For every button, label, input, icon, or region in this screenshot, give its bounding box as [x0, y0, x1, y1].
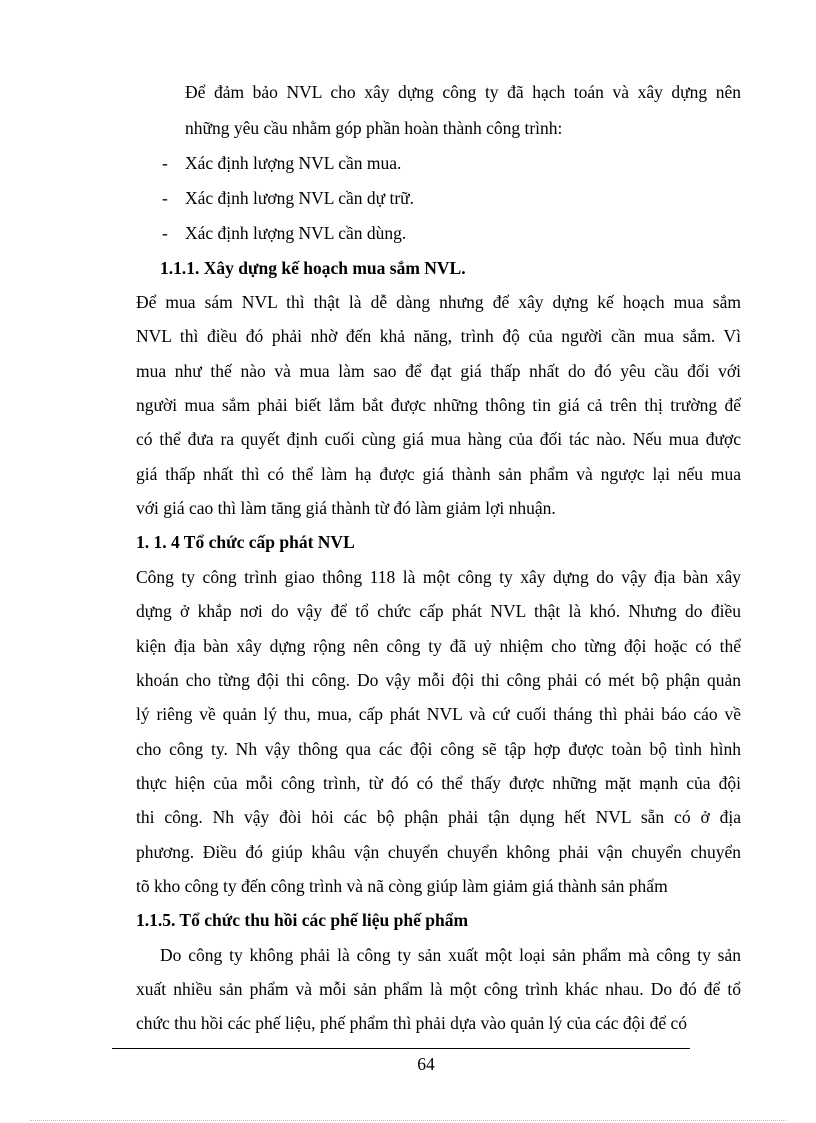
purchase-plan-line: người mua sắm phải biết lắm bắt được những thông tin giá cả trên thị trường để — [136, 395, 741, 415]
distribution-line: tõ kho công ty đến công trình và nã còng giúp làm giảm giá thành sản phẩm — [136, 876, 668, 896]
distribution-line: cho công ty. Nh vậy thông qua các đội công sẽ tập hợp được toàn bộ tình hình — [136, 739, 741, 759]
purchase-plan-line: với giá cao thì làm tăng giá thành từ đó làm giảm lợi nhuận. — [136, 498, 556, 518]
bullet-dash-2: - — [162, 188, 168, 208]
footer-rule — [112, 1048, 690, 1049]
purchase-plan-line: NVL thì điều đó phải nhờ đến khả năng, trình độ của người cần mua sắm. Vì — [136, 326, 741, 346]
section-heading-scrap-recovery: 1.1.5. Tổ chức thu hồi các phế liệu phế phẩm — [136, 910, 469, 930]
scrap-recovery-line: Do công ty không phải là công ty sản xuất một loại sản phẩm mà công ty sản — [160, 945, 741, 965]
intro-line-1: Để đảm bảo NVL cho xây dựng công ty đã hạch toán và xây dựng nên — [185, 82, 741, 102]
section-heading-distribution: 1. 1. 4 Tổ chức cấp phát NVL — [136, 532, 355, 552]
distribution-line: thi công. Nh vậy đòi hỏi các bộ phận phải tận dụng hết NVL sẵn có ở địa — [136, 807, 741, 827]
distribution-line: kiện địa bàn xây dựng rộng nên công ty đã uỷ nhiệm cho từng đội hoặc có thể — [136, 636, 741, 656]
distribution-line: thực hiện của mỗi công trình, từ đó có thể thấy được những mặt mạnh của đội — [136, 773, 741, 793]
page-number: 64 — [417, 1054, 435, 1074]
page-bottom-edge — [30, 1120, 786, 1121]
purchase-plan-line: có thể đưa ra quyết định cuối cùng giá mua hàng của đối tác nào. Nếu mua được — [136, 429, 741, 449]
distribution-line: dựng ở khắp nơi do vậy để tổ chức cấp phát NVL thật là khó. Nhưng do điều — [136, 601, 741, 621]
distribution-line: khoán cho từng đội thi công. Do vậy mỗi đội thi công phải có mét bộ phận quản — [136, 670, 741, 690]
bullet-dash-3: - — [162, 223, 168, 243]
purchase-plan-line: giá thấp nhất thì có thể làm hạ được giá thành sản phẩm và ngược lại nếu mua — [136, 464, 741, 484]
scrap-recovery-line: xuất nhiều sản phẩm và mỗi sản phẩm là một công trình khác nhau. Do đó để tổ — [136, 979, 741, 999]
bullet-item-3: Xác định lượng NVL cần dùng. — [185, 223, 407, 243]
purchase-plan-line: mua như thế nào và mua làm sao để đạt giá thấp nhất do đó yêu cầu đối với — [136, 361, 741, 381]
distribution-line: lý riêng về quản lý thu, mua, cấp phát NVL và cứ cuối tháng thì phải báo cáo về — [136, 704, 741, 724]
distribution-line: phương. Điều đó giúp khâu vận chuyển chuyển không phải vận chuyển chuyển — [136, 842, 741, 862]
scrap-recovery-line: chức thu hồi các phế liệu, phế phẩm thì phải dựa vào quản lý của các đội để có — [136, 1013, 688, 1033]
purchase-plan-line: Để mua sám NVL thì thật là dễ dàng nhưng để xây dựng kế hoạch mua sắm — [136, 292, 741, 312]
intro-line-2: những yêu cầu nhằm góp phần hoàn thành công trình: — [185, 118, 563, 138]
section-heading-purchase-plan: 1.1.1. Xây dựng kế hoạch mua sắm NVL. — [160, 258, 466, 278]
bullet-dash-1: - — [162, 153, 168, 173]
bullet-item-2: Xác định lương NVL cần dự trữ. — [185, 188, 415, 208]
bullet-item-1: Xác định lượng NVL cần mua. — [185, 153, 402, 173]
distribution-line: Công ty công trình giao thông 118 là một công ty xây dựng do vậy địa bàn xây — [136, 567, 741, 587]
